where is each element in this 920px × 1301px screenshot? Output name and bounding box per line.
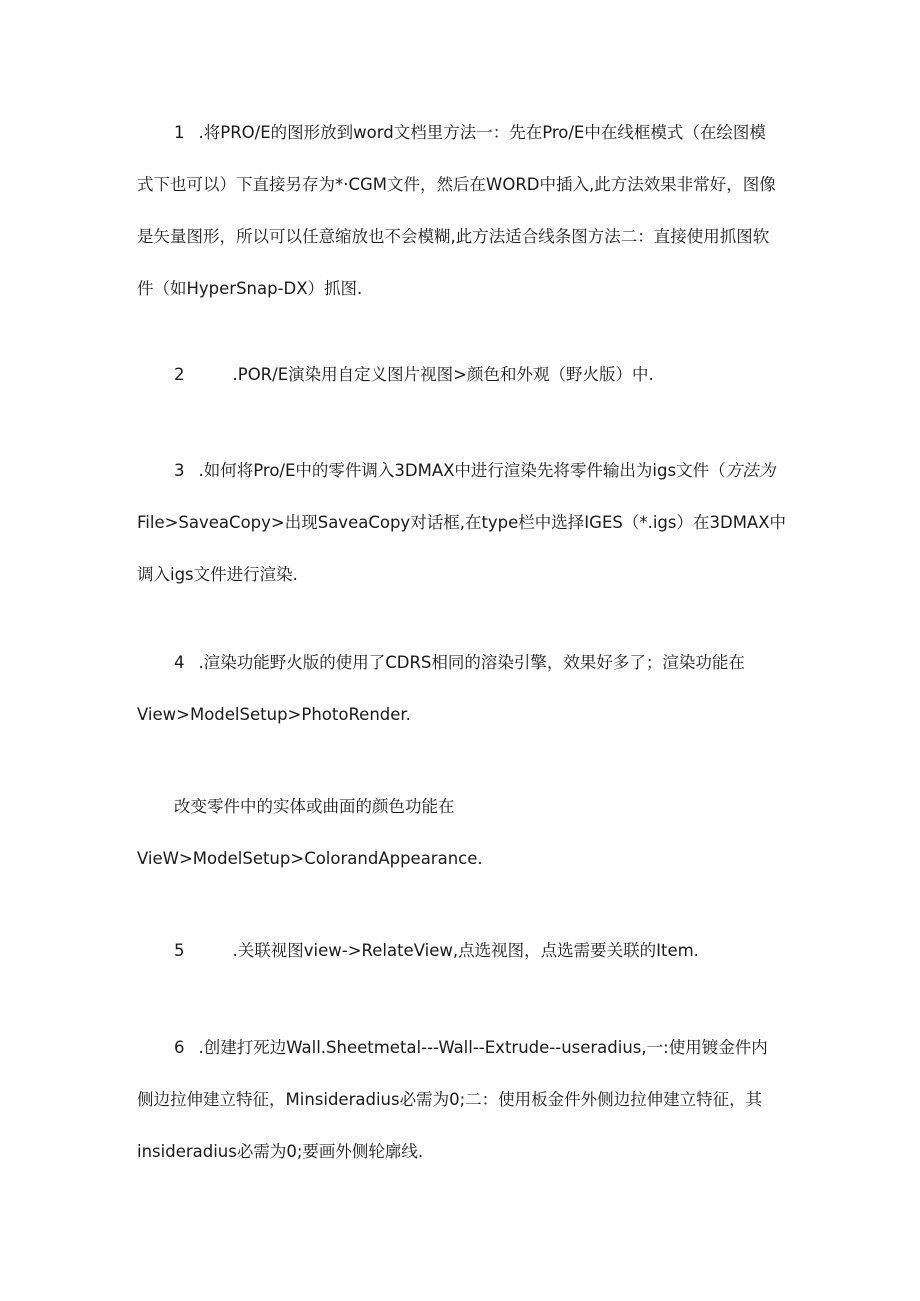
- paragraph-line: [137, 637, 797, 689]
- paragraph-number: 2: [174, 365, 185, 384]
- paragraph-color: [137, 781, 797, 885]
- paragraph-line: 改变零件中的实体或曲面的颜色功能在: [174, 797, 455, 816]
- paragraph-number: 3: [174, 461, 185, 480]
- paragraph-line: 侧边拉伸建立特征，Minsideradius必需为0;二：使用板金件外侧边拉伸建立特征，其: [137, 1090, 763, 1109]
- paragraph-line: 式下也可以）下直接另存为*·CGM文件，然后在WORD中插入,此方法效果非常好，图像: [137, 175, 776, 194]
- paragraph-line: 调入igs文件进行渲染.: [137, 565, 298, 584]
- paragraph-text: .关联视图view->RelateView,点选视图，点选需要关联的Item.: [232, 941, 699, 960]
- paragraph-text: .如何将Pro/E中的零件调入3DMAX中进行渲染先将零件输出为igs文件（: [198, 461, 726, 480]
- paragraph-number: 4: [174, 653, 185, 672]
- paragraph-line: File>SaveaCopy>出现SaveaCopy对话框,在type栏中选择IGES（*.igs）在3DMAX中: [137, 513, 787, 532]
- paragraph-line: [137, 445, 797, 497]
- paragraph-line: VieW>ModelSetup>ColorandAppearance.: [137, 849, 483, 868]
- paragraph-4: [137, 637, 797, 741]
- paragraph-number: 6: [174, 1038, 185, 1057]
- paragraph-text-italic: 方法为: [725, 461, 776, 480]
- paragraph-line: 是矢量图形，所以可以任意缩放也不会模糊,此方法适合线条图方法二：直接使用抓图软: [137, 227, 770, 246]
- paragraph-6: [137, 1022, 797, 1178]
- paragraph-text: .POR/E演染用自定义图片视图>颜色和外观（野火版）中.: [232, 365, 654, 384]
- paragraph-line: insideradius必需为0;要画外侧轮廓线.: [137, 1142, 424, 1161]
- paragraph-text: .将PRO/E的图形放到word文档里方法一：先在Pro/E中在线框模式（在绘图模: [198, 123, 766, 142]
- paragraph-number: 1: [174, 123, 185, 142]
- paragraph-line: [137, 925, 797, 977]
- paragraph-3: [137, 445, 797, 601]
- paragraph-line: View>ModelSetup>PhotoRender.: [137, 705, 411, 724]
- paragraph-line: [137, 107, 797, 159]
- paragraph-2: [137, 349, 797, 401]
- paragraph-line: [137, 349, 797, 401]
- paragraph-line: 件（如HyperSnap-DX）抓图.: [137, 279, 363, 298]
- paragraph-number: 5: [174, 941, 185, 960]
- paragraph-line: [137, 1022, 797, 1074]
- paragraph-text: .创建打死边Wall.Sheetmetal---Wall--Extrude--useradius,一:使用镀金件内: [198, 1038, 768, 1057]
- paragraph-text: .渲染功能野火版的使用了CDRS相同的溶染引擎，效果好多了；渲染功能在: [198, 653, 745, 672]
- paragraph-5: [137, 925, 797, 977]
- paragraph-1: [137, 107, 797, 315]
